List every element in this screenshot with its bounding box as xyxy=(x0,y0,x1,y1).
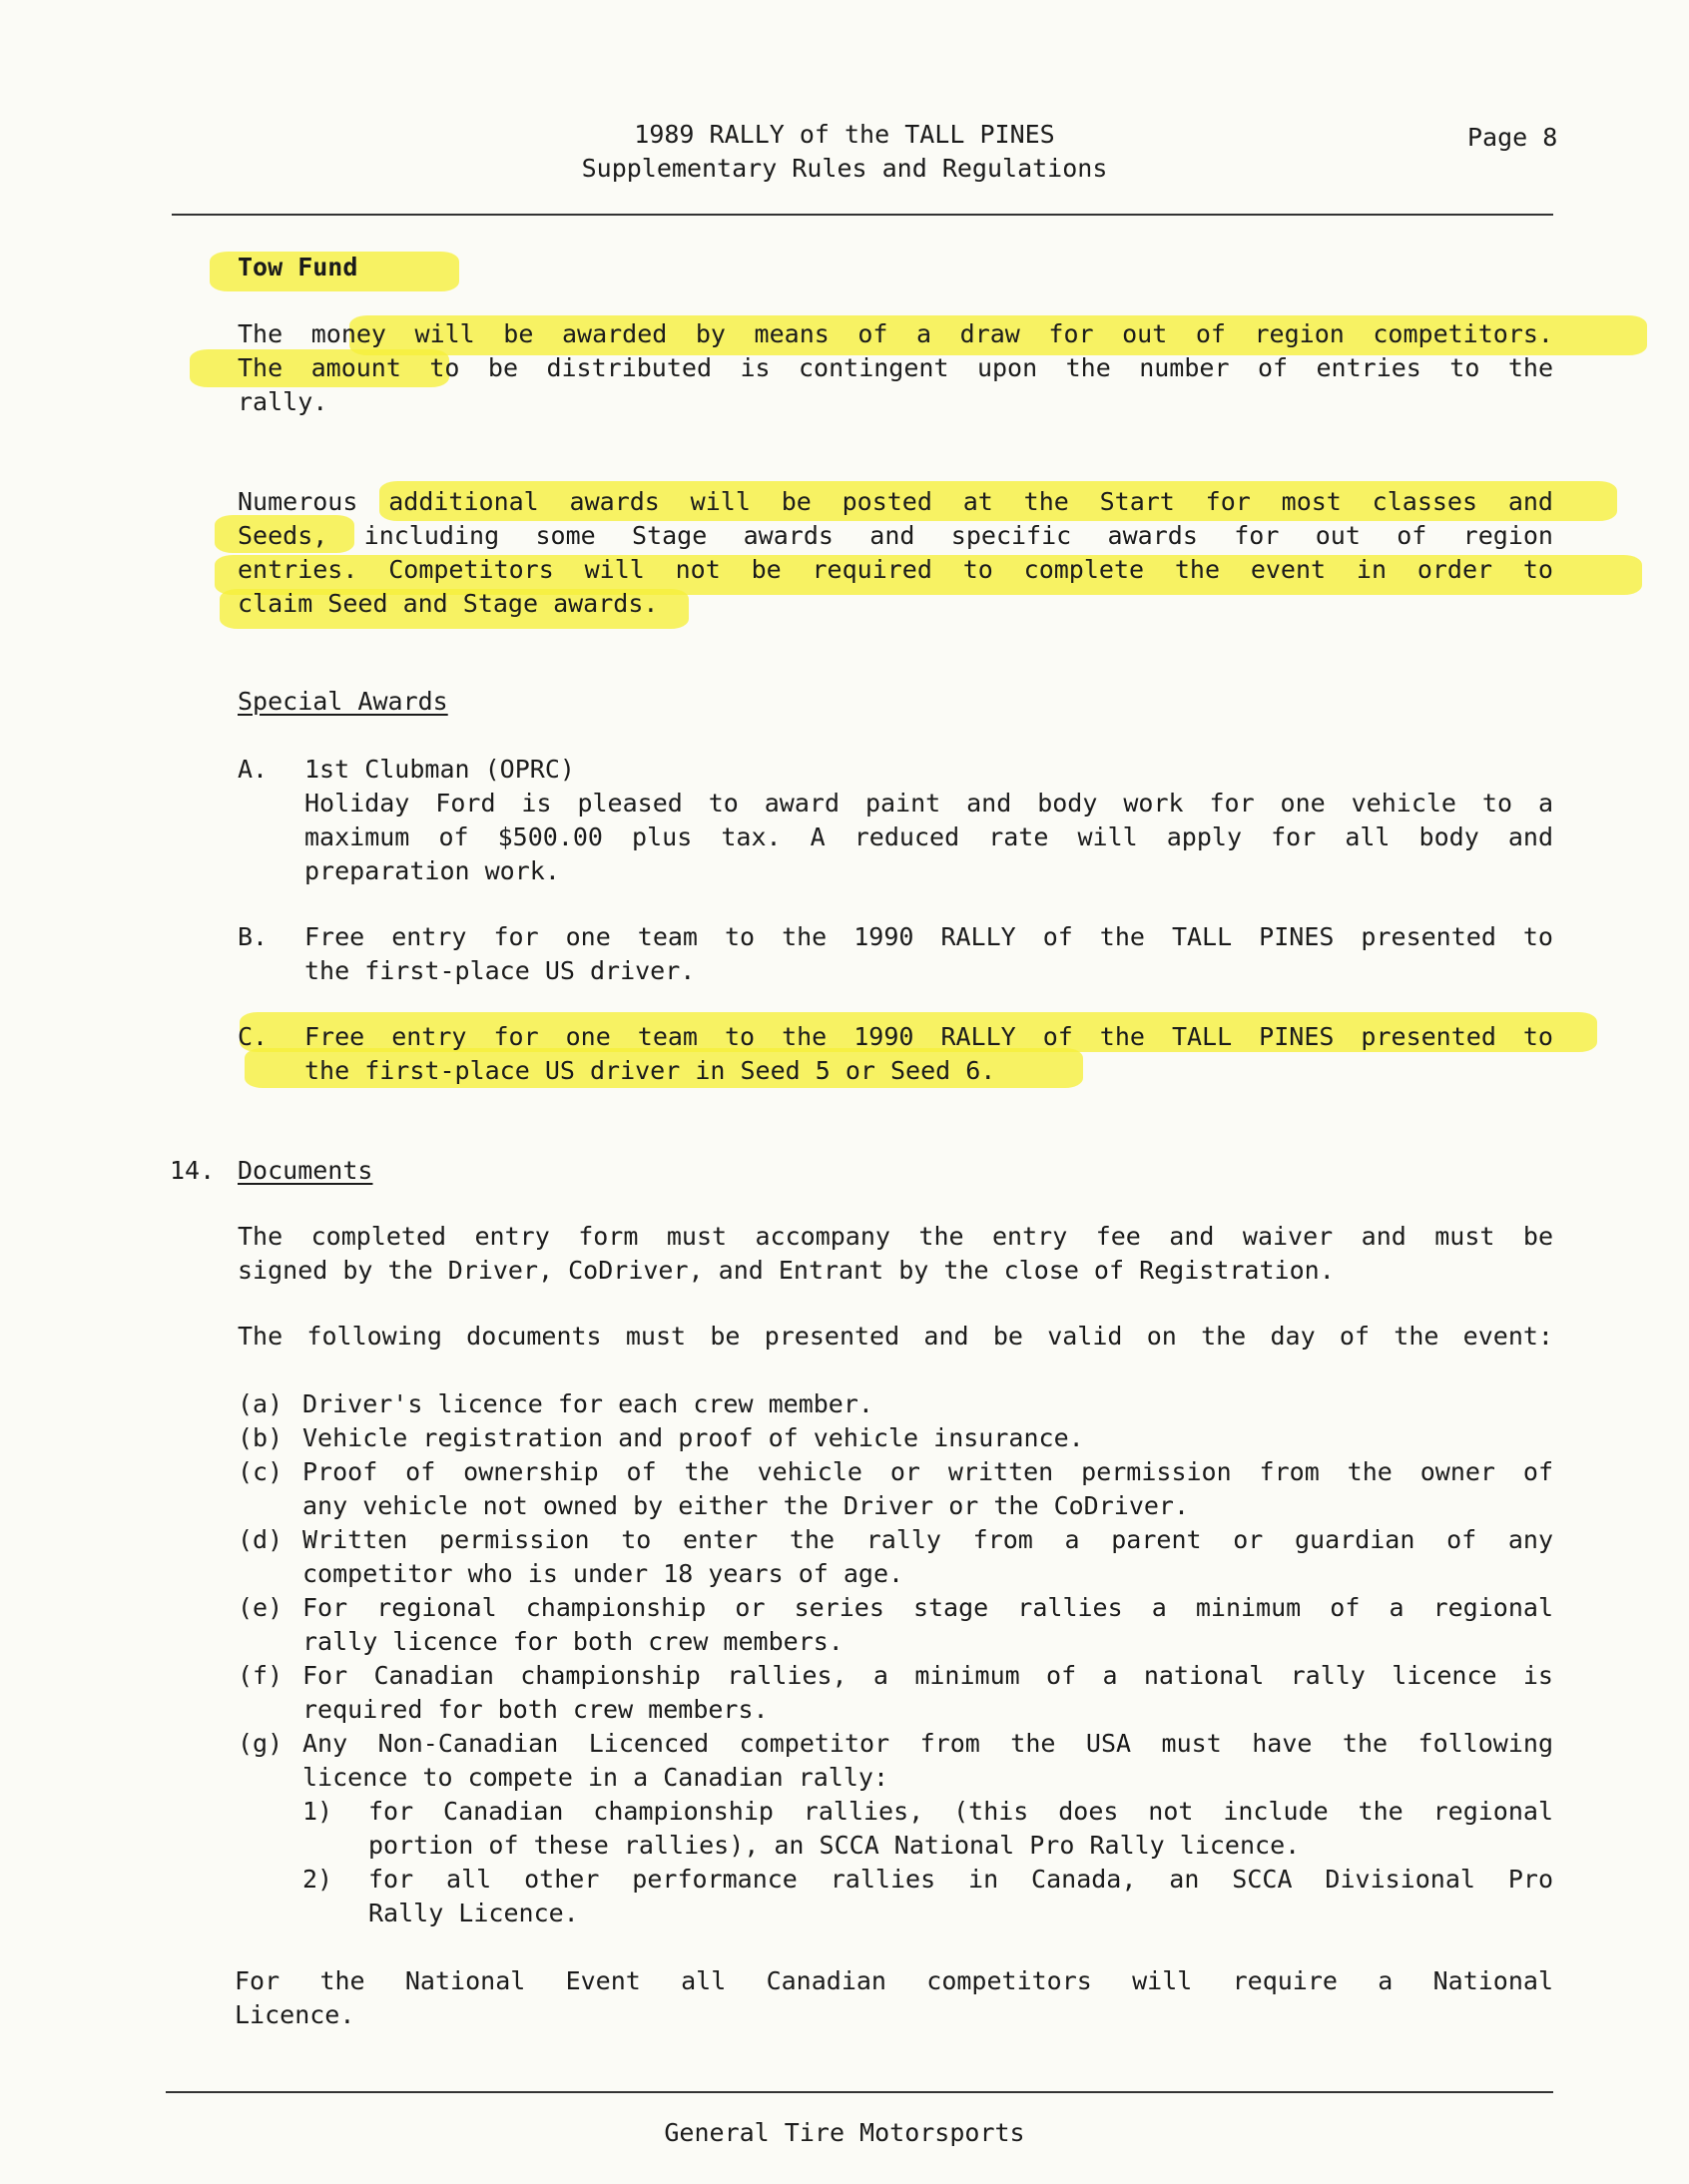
tow-fund-line: The money will be awarded by means of a draw for out of region competitors. xyxy=(238,319,1553,348)
additional-awards-line: Numerous additional awards will be posted at the Start for most classes and xyxy=(238,487,1553,516)
award-marker: B. xyxy=(238,922,269,951)
doc-list-line: competitor who is under 18 years of age. xyxy=(302,1559,904,1588)
document-header xyxy=(0,118,1689,186)
doc-list-line: Proof of ownership of the vehicle or written permission from the owner of xyxy=(302,1457,1553,1486)
doc-list-marker: (a) xyxy=(238,1389,283,1418)
award-a-line: Holiday Ford is pleased to award paint and body work for one vehicle to a xyxy=(304,789,1553,818)
tow-fund-line: rally. xyxy=(238,387,328,416)
award-a-line: 1st Clubman (OPRC) xyxy=(304,755,575,784)
doc-sublist-line: portion of these rallies), an SCCA National Pro Rally licence. xyxy=(368,1831,1301,1860)
award-a-line: maximum of $500.00 plus tax. A reduced rate will apply for all body and xyxy=(304,822,1553,851)
tow-fund-heading: Tow Fund xyxy=(238,253,358,281)
doc-sublist-line: Rally Licence. xyxy=(368,1899,579,1927)
doc-list-line: For Canadian championship rallies, a minimum of a national rally licence is xyxy=(302,1661,1553,1690)
doc-list-marker: (e) xyxy=(238,1593,283,1622)
doc-list-line: licence to compete in a Canadian rally: xyxy=(302,1763,888,1792)
doc-sublist-marker: 2) xyxy=(302,1865,333,1894)
doc-sublist-line: for all other performance rallies in Canada, an SCCA Divisional Pro xyxy=(368,1865,1553,1894)
tow-fund-line: The amount to be distributed is contingent upon the number of entries to the xyxy=(238,353,1553,382)
header-rule xyxy=(172,214,1553,216)
doc-list-line: rally licence for both crew members. xyxy=(302,1627,844,1656)
award-c-line: the first-place US driver in Seed 5 or Seed 6. xyxy=(304,1056,996,1085)
doc-list-marker: (g) xyxy=(238,1729,283,1758)
header-subtitle: Supplementary Rules and Regulations xyxy=(581,154,1108,183)
documents-para1-line: signed by the Driver, CoDriver, and Entrant by the close of Registration. xyxy=(238,1256,1335,1285)
section-number: 14. xyxy=(170,1156,216,1185)
award-b-line: the first-place US driver. xyxy=(304,956,696,985)
documents-closing-line: For the National Event all Canadian competitors will require a National xyxy=(235,1966,1553,1995)
award-c-line: Free entry for one team to the 1990 RALLY of the TALL PINES presented to xyxy=(304,1022,1553,1051)
doc-list-line: For regional championship or series stage rallies a minimum of a regional xyxy=(302,1593,1553,1622)
special-awards-heading: Special Awards xyxy=(238,687,448,716)
doc-list-line: Any Non-Canadian Licenced competitor from the USA must have the following xyxy=(302,1729,1553,1758)
doc-list-line: Vehicle registration and proof of vehicle insurance. xyxy=(302,1423,1084,1452)
header-title: 1989 RALLY of the TALL PINES xyxy=(634,120,1055,149)
footer-rule xyxy=(166,2091,1553,2093)
additional-awards-line: claim Seed and Stage awards. xyxy=(238,589,659,618)
award-a-line: preparation work. xyxy=(304,856,560,885)
doc-list-line: required for both crew members. xyxy=(302,1695,769,1724)
doc-list-marker: (c) xyxy=(238,1457,283,1486)
doc-list-marker: (f) xyxy=(238,1661,283,1690)
doc-list-line: Written permission to enter the rally from a parent or guardian of any xyxy=(302,1525,1553,1554)
award-marker: C. xyxy=(238,1022,269,1051)
additional-awards-line: Seeds, including some Stage awards and specific awards for out of region xyxy=(238,521,1553,550)
documents-para1-line: The completed entry form must accompany the entry fee and waiver and must be xyxy=(238,1222,1553,1251)
doc-list-line: any vehicle not owned by either the Driver or the CoDriver. xyxy=(302,1491,1190,1520)
doc-list-marker: (d) xyxy=(238,1525,283,1554)
doc-sublist-marker: 1) xyxy=(302,1797,333,1826)
doc-list-marker: (b) xyxy=(238,1423,283,1452)
page-number: Page 8 xyxy=(1467,123,1558,152)
award-b-line: Free entry for one team to the 1990 RALLY of the TALL PINES presented to xyxy=(304,922,1553,951)
documents-closing-line: Licence. xyxy=(235,2000,355,2029)
footer-text: General Tire Motorsports xyxy=(664,2118,1025,2147)
award-marker: A. xyxy=(238,755,269,784)
documents-heading: Documents xyxy=(238,1156,373,1185)
documents-para2: The following documents must be presented and be valid on the day of the event: xyxy=(238,1322,1553,1351)
doc-list-line: Driver's licence for each crew member. xyxy=(302,1389,873,1418)
additional-awards-line: entries. Competitors will not be required to complete the event in order to xyxy=(238,555,1553,584)
doc-sublist-line: for Canadian championship rallies, (this does not include the regional xyxy=(368,1797,1553,1826)
